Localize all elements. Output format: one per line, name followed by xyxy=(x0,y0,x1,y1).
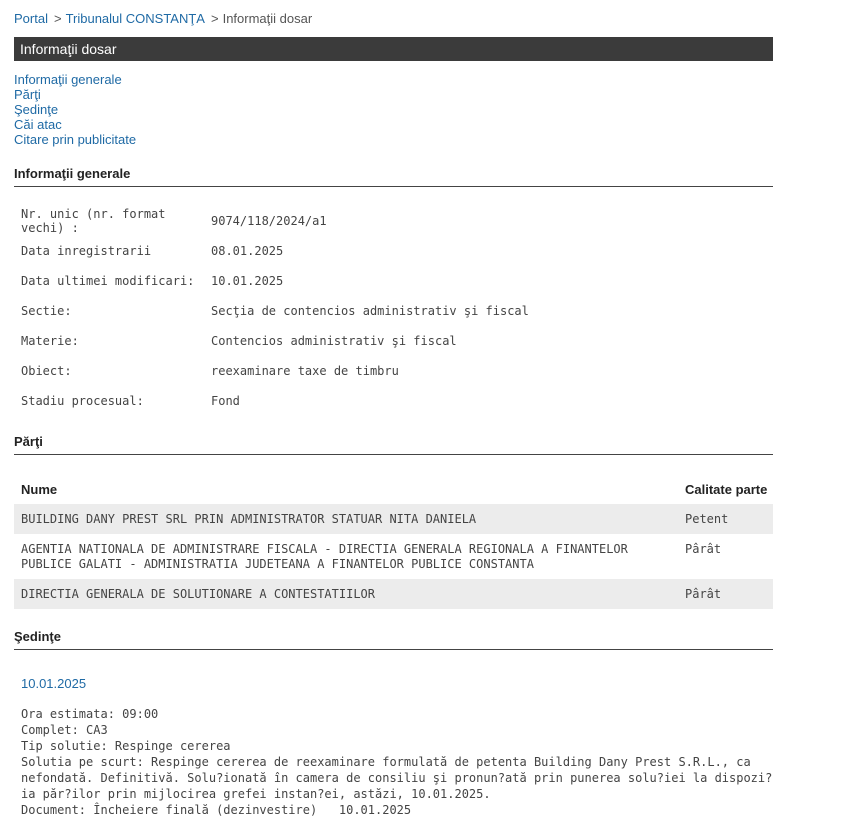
parti-table xyxy=(14,474,773,609)
info-value: Contencios administrativ şi fiscal xyxy=(211,334,457,348)
sedinta-solutie: Solutia pe scurt: Respinge cererea de reexaminare formulată de petenta Building Dany Prest S.R.L., ca nefondată. Definitivă. Solu?ionată în camera de consiliu şi pronun?ată prin punerea solu?iei la dispozi?ia păr?ilor prin mijlocirea grefei instan?ei, astăzi, 10.01.2025. xyxy=(21,755,773,801)
breadcrumb xyxy=(14,11,312,26)
info-label: Data ultimei modificari: xyxy=(21,274,195,288)
section-heading-sedinte: Şedinţe xyxy=(14,629,773,650)
info-value: Secţia de contencios administrativ şi fiscal xyxy=(211,304,529,318)
info-label: Stadiu procesual: xyxy=(21,394,144,408)
info-row xyxy=(21,266,529,296)
sedinta-entry xyxy=(21,676,773,818)
nav-link-citare-publicitate[interactable]: Citare prin publicitate xyxy=(14,132,137,147)
info-label: Obiect: xyxy=(21,364,72,378)
party-name: BUILDING DANY PREST SRL PRIN ADMINISTRATOR STATUAR NITA DANIELA xyxy=(21,512,477,526)
info-value: 9074/118/2024/a1 xyxy=(211,214,327,228)
info-row xyxy=(21,356,529,386)
info-value: 10.01.2025 xyxy=(211,274,284,288)
info-value: reexaminare taxe de timbru xyxy=(211,364,399,378)
info-row xyxy=(21,236,529,266)
sedinta-date: 10.01.2025 xyxy=(21,676,87,691)
nav-link-sedinte[interactable]: Şedinţe xyxy=(14,102,59,117)
breadcrumb-current: Informaţii dosar xyxy=(222,11,313,26)
sedinta-document: Document: Încheiere finală (dezinvestire) 10.01.2025 xyxy=(21,803,412,817)
breadcrumb-separator: > xyxy=(210,11,219,26)
nav-link-cai-atac[interactable]: Căi atac xyxy=(14,117,62,132)
party-name: AGENTIA NATIONALA DE ADMINISTRARE FISCALA - DIRECTIA GENERALA REGIONALA A FINANTELOR PUBLICE GALATI - ADMINISTRATIA JUDETEANA A FINANTELOR PUBLICE CONSTANTA xyxy=(21,542,628,571)
table-row xyxy=(14,534,773,579)
sedinta-complet: Complet: CA3 xyxy=(21,723,108,737)
info-row xyxy=(21,206,529,236)
sedinta-ora: Ora estimata: 09:00 xyxy=(21,707,159,721)
party-name: DIRECTIA GENERALA DE SOLUTIONARE A CONTESTATIILOR xyxy=(21,587,376,601)
info-row xyxy=(21,296,529,326)
info-row xyxy=(21,326,529,356)
breadcrumb-court-link[interactable]: Tribunalul CONSTANŢA xyxy=(65,11,205,26)
column-header-calitate: Calitate parte xyxy=(685,481,768,497)
party-role: Pârât xyxy=(685,587,722,601)
info-label: Materie: xyxy=(21,334,79,348)
breadcrumb-portal-link[interactable]: Portal xyxy=(14,11,48,26)
table-row xyxy=(14,579,773,609)
section-nav xyxy=(14,72,136,147)
nav-link-parti[interactable]: Părţi xyxy=(14,87,41,102)
page-title: Informaţii dosar xyxy=(14,37,773,61)
info-row xyxy=(21,386,529,416)
info-label: Sectie: xyxy=(21,304,72,318)
nav-link-informatii-generale[interactable]: Informaţii generale xyxy=(14,72,122,87)
table-header xyxy=(14,474,773,504)
section-heading-parti: Părţi xyxy=(14,434,773,455)
breadcrumb-separator: > xyxy=(53,11,62,26)
general-info-table xyxy=(21,206,529,416)
party-role: Pârât xyxy=(685,542,722,556)
info-label: Nr. unic (nr. format vechi) : xyxy=(21,207,166,235)
section-heading-general: Informaţii generale xyxy=(14,166,773,187)
info-label: Data inregistrarii xyxy=(21,244,152,258)
sedinta-tip-solutie: Tip solutie: Respinge cererea xyxy=(21,739,231,753)
column-header-nume: Nume xyxy=(21,481,58,497)
info-value: 08.01.2025 xyxy=(211,244,284,258)
info-value: Fond xyxy=(211,394,240,408)
party-role: Petent xyxy=(685,512,729,526)
table-row xyxy=(14,504,773,534)
